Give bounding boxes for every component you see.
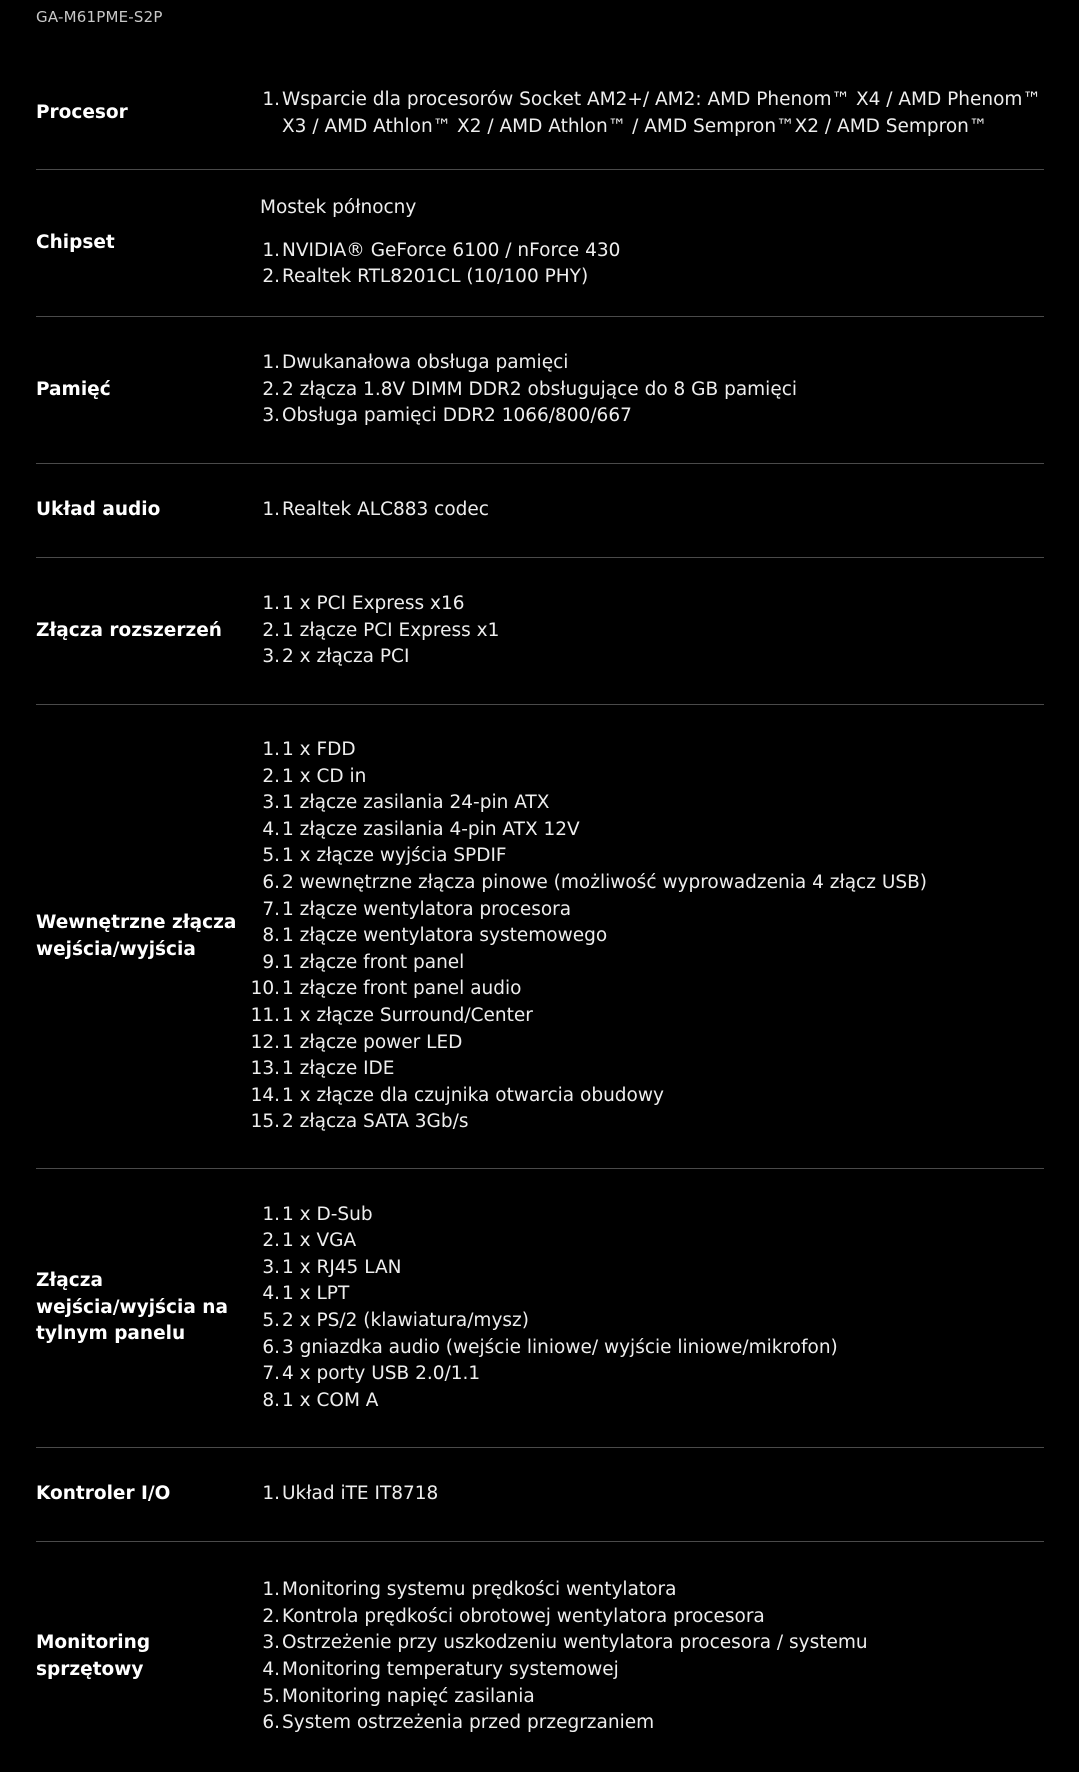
spec-intro: Mostek północny	[260, 197, 417, 219]
list-item: 11. 1 x złącze Surround/Center	[250, 1004, 533, 1026]
list-item: 2. 1 x CD in	[262, 765, 367, 787]
spec-row-internal-io	[36, 705, 1044, 1169]
spec-row-expansion-slots	[36, 558, 1044, 705]
list-item: 1. 1 x PCI Express x16	[262, 593, 465, 615]
spec-label: Kontroler I/O	[36, 1483, 171, 1505]
list-item: 7. 1 złącze wentylatora procesora	[262, 898, 572, 920]
list-item: 6. 2 wewnętrzne złącza pinowe (możliwość wyprowadzenia 4 złącz USB)	[262, 872, 928, 894]
spec-list	[260, 350, 1044, 430]
list-item: 6. System ostrzeżenia przed przegrzaniem	[262, 1712, 655, 1734]
spec-list	[260, 591, 1044, 671]
spec-row-rear-panel-io	[36, 1169, 1044, 1448]
spec-content	[260, 1202, 1044, 1415]
spec-list	[250, 737, 1044, 1136]
spec-label: Monitoring sprzętowy	[36, 1632, 151, 1680]
list-item: 15. 2 złącza SATA 3Gb/s	[250, 1111, 469, 1133]
list-item: 4. Monitoring temperatury systemowej	[262, 1659, 619, 1680]
model-name: GA-M61PME-S2P	[36, 8, 163, 26]
list-item: 2. Kontrola prędkości obrotowej wentylatora procesora	[262, 1605, 765, 1627]
spec-list	[260, 87, 1044, 140]
spec-list	[260, 1202, 1044, 1415]
spec-row-io-controller	[36, 1448, 1044, 1542]
spec-content	[260, 350, 1044, 430]
spec-list	[260, 497, 1044, 524]
spec-list	[260, 238, 1044, 291]
list-item: 1. Monitoring systemu prędkości wentylatora	[262, 1579, 677, 1601]
list-item: 3. Obsługa pamięci DDR2 1066/800/667	[262, 405, 632, 427]
spec-content	[260, 1481, 1044, 1508]
spec-content	[260, 1577, 1044, 1737]
list-item: 4. 1 złącze zasilania 4-pin ATX 12V	[262, 818, 580, 840]
spec-row-hardware-monitoring	[36, 1542, 1044, 1772]
list-item: 7. 4 x porty USB 2.0/1.1	[262, 1363, 481, 1385]
spec-row-chipset	[36, 170, 1044, 317]
list-item: 3. 1 złącze zasilania 24-pin ATX	[262, 792, 550, 814]
spec-label: Złącza rozszerzeń	[36, 619, 222, 641]
list-item: 5. Monitoring napięć zasilania	[262, 1685, 535, 1707]
spec-label: Pamięć	[36, 378, 111, 400]
list-item: 6. 3 gniazdka audio (wejście liniowe/ wyjście liniowe/mikrofon)	[262, 1336, 838, 1358]
list-item: 2. 1 złącze PCI Express x1	[262, 619, 500, 641]
list-item: 2. 1 x VGA	[262, 1230, 357, 1252]
list-item: 1. 1 x FDD	[262, 739, 356, 761]
spec-list	[260, 1577, 1044, 1737]
list-item: 8. 1 złącze wentylatora systemowego	[262, 925, 608, 947]
list-item: 1. Realtek ALC883 codec	[262, 499, 489, 521]
list-item: 4. 1 x LPT	[262, 1283, 350, 1305]
spec-content	[260, 497, 1044, 524]
list-item: 12. 1 złącze power LED	[250, 1031, 463, 1053]
spec-list	[260, 1481, 1044, 1508]
list-item: 1. Dwukanałowa obsługa pamięci	[262, 352, 569, 374]
list-item: 5. 2 x PS/2 (klawiatura/mysz)	[262, 1310, 529, 1331]
spec-content	[260, 87, 1044, 140]
list-item: 13. 1 złącze IDE	[250, 1058, 395, 1080]
list-item: 1. 1 x D-Sub	[262, 1203, 373, 1225]
list-item: 3. 2 x złącza PCI	[262, 646, 410, 668]
spec-label: Chipset	[36, 231, 115, 253]
list-item: 10. 1 złącze front panel audio	[250, 978, 522, 1000]
list-item: 3. 1 x RJ45 LAN	[262, 1256, 402, 1278]
spec-row-audio	[36, 464, 1044, 558]
spec-content	[260, 591, 1044, 671]
list-item: 14. 1 x złącze dla czujnika otwarcia obudowy	[250, 1084, 664, 1106]
spec-label: Procesor	[36, 102, 128, 124]
list-item: 2. Realtek RTL8201CL (10/100 PHY)	[262, 266, 589, 288]
spec-label: Układ audio	[36, 499, 161, 521]
spec-label: Wewnętrzne złącza wejścia/wyjścia	[36, 911, 237, 960]
spec-content	[250, 737, 1044, 1136]
list-item: 8. 1 x COM A	[262, 1389, 379, 1411]
list-item: 1. Wsparcie dla procesorów Socket AM2+/ AM2: AMD Phenom™ X4 / AMD Phenom™ X3 / AMD Athlon™ X2 / AMD Athlon™ / AMD Sempron™X2 / AMD Sempron™	[262, 88, 1041, 137]
spec-row-memory	[36, 317, 1044, 464]
list-item: 3. Ostrzeżenie przy uszkodzeniu wentylatora procesora / systemu	[262, 1632, 868, 1654]
spec-row-processor	[36, 58, 1044, 170]
list-item: 5. 1 x złącze wyjścia SPDIF	[262, 845, 507, 867]
list-item: 1. NVIDIA® GeForce 6100 / nForce 430	[262, 239, 621, 261]
spec-content	[260, 195, 1044, 291]
spec-label: Złącza wejścia/wyjścia na tylnym panelu	[36, 1270, 228, 1345]
spec-table	[36, 58, 1044, 1772]
list-item: 2. 2 złącza 1.8V DIMM DDR2 obsługujące do 8 GB pamięci	[262, 378, 798, 400]
list-item: 1. Układ iTE IT8718	[262, 1483, 439, 1505]
list-item: 9. 1 złącze front panel	[262, 951, 465, 973]
